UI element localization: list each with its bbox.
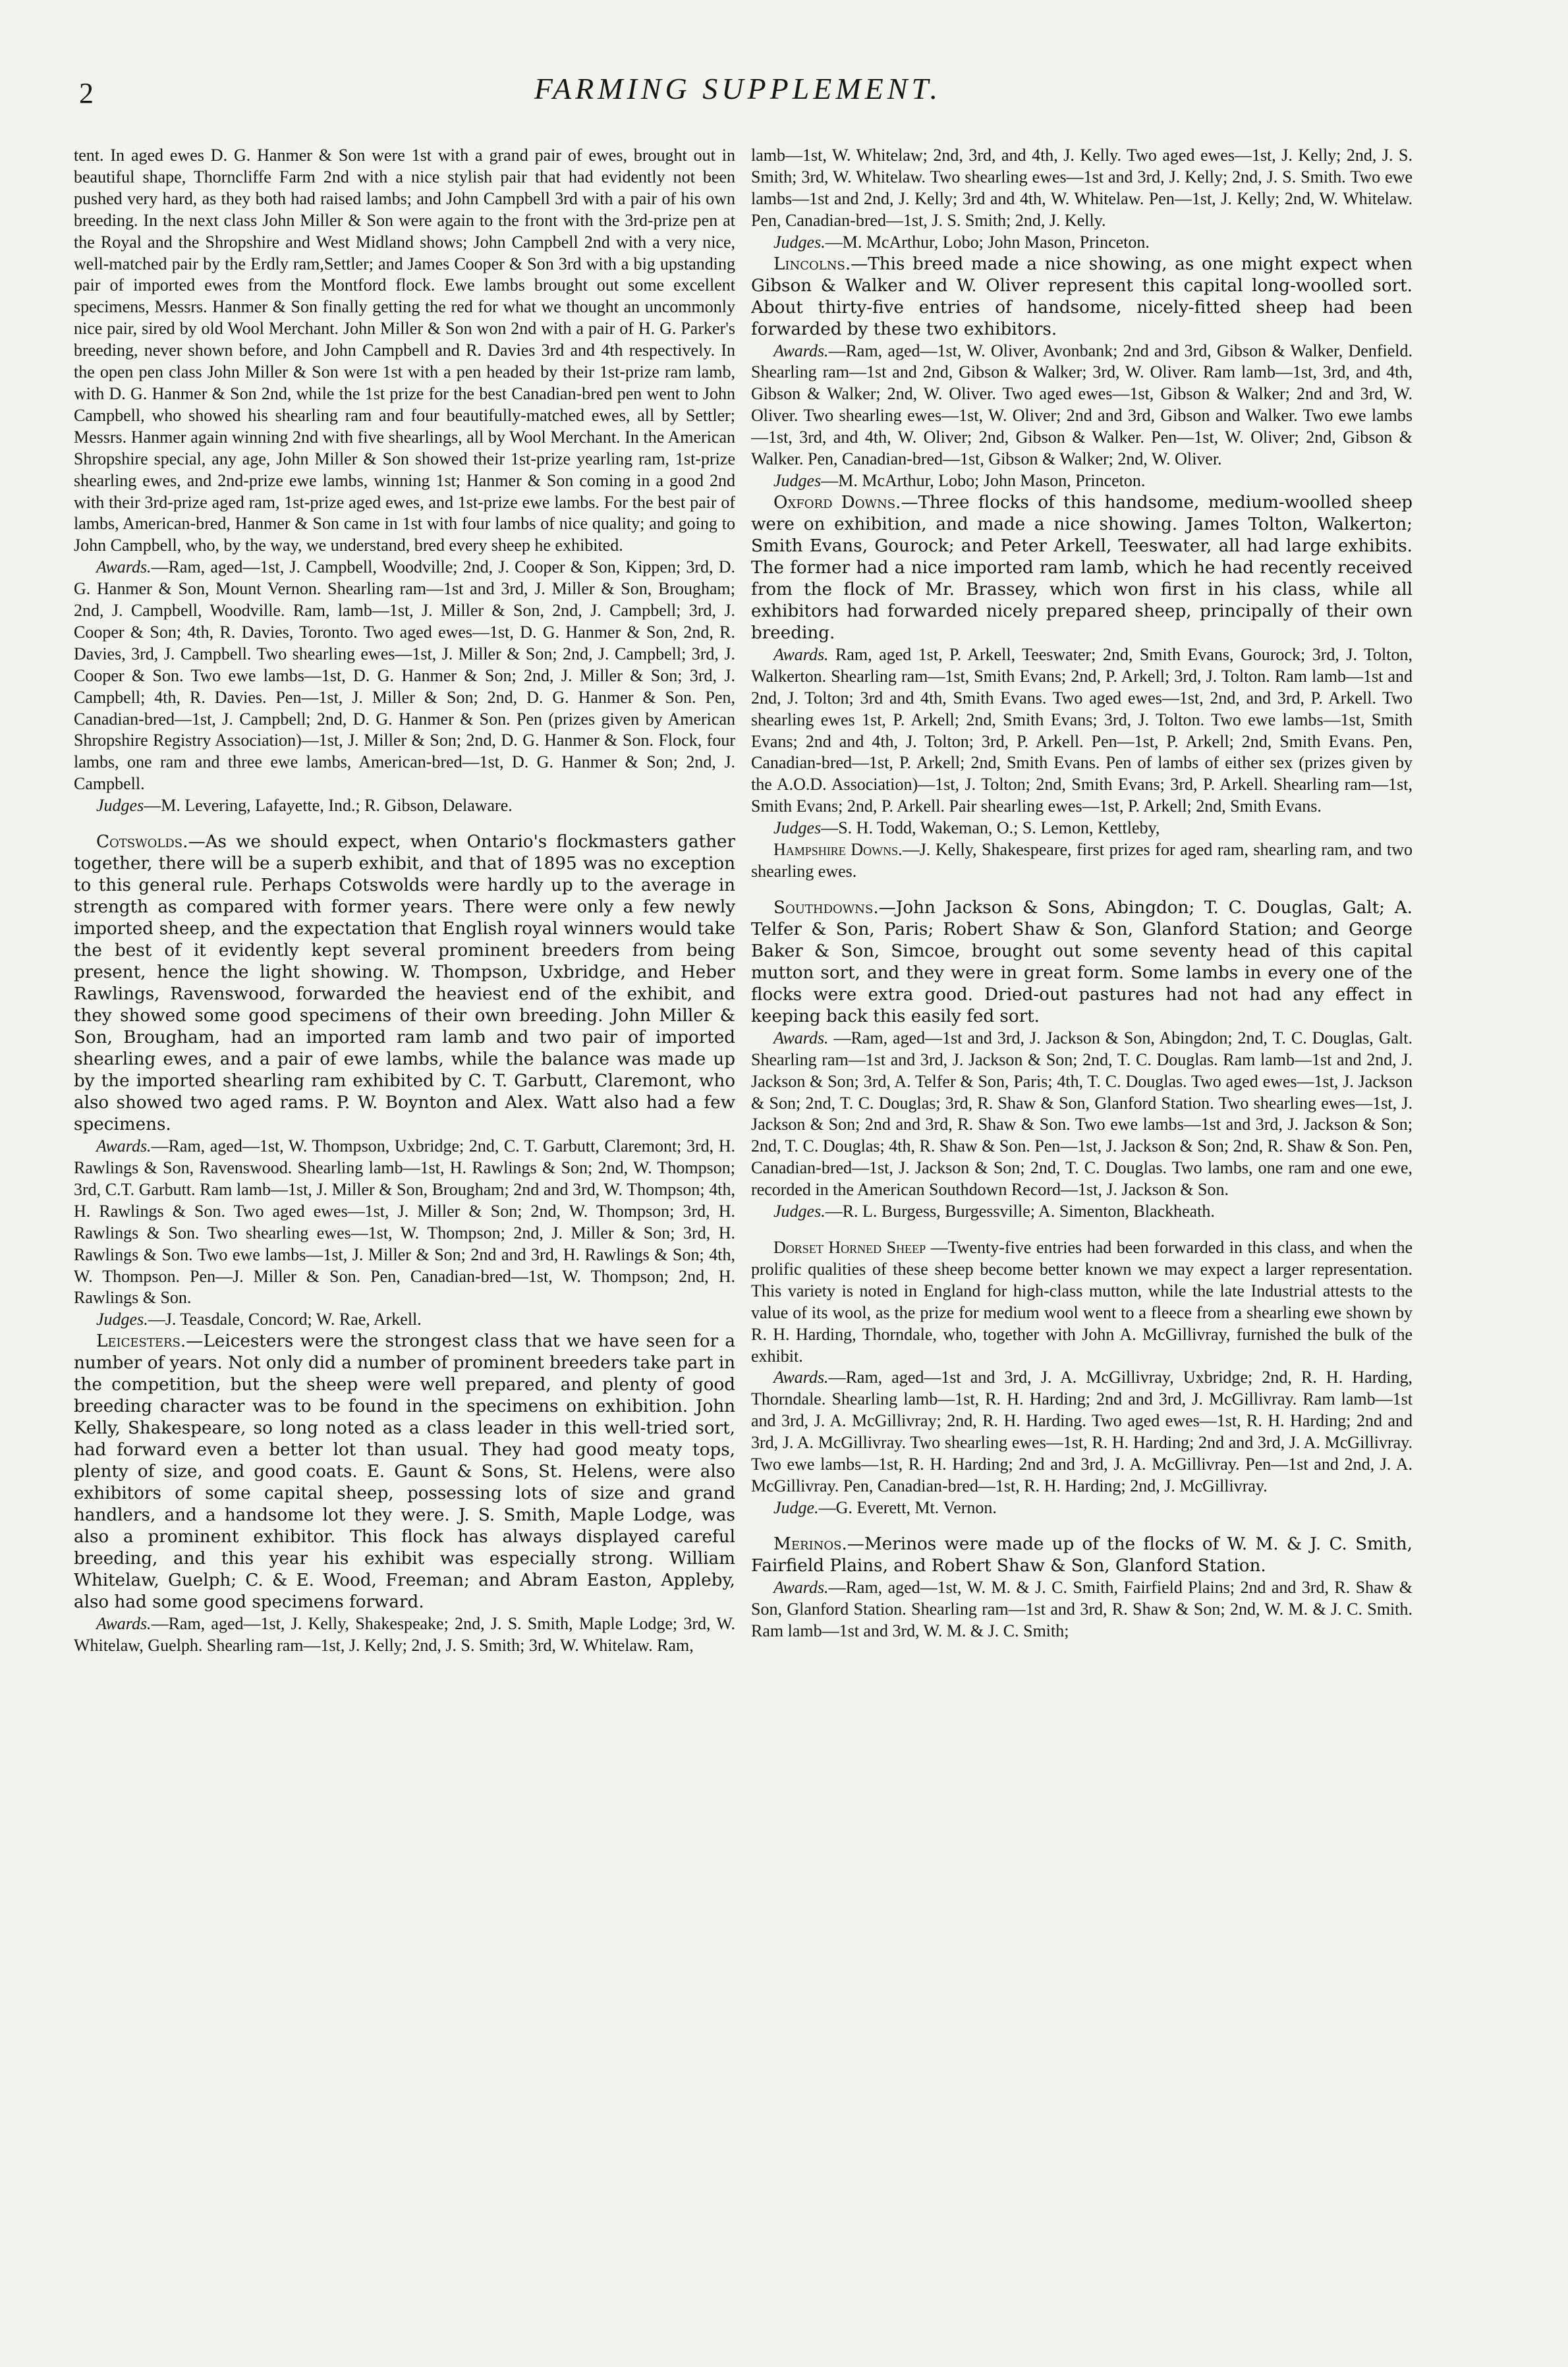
southdowns-section [751,897,1413,1028]
awards-label: Awards. [773,341,829,360]
awards-label: Awards. [773,644,829,664]
section-text: —J. Kelly, Shakespeare, first prizes for aged ram, shearling ram, and two shearling ewes. [751,840,1413,881]
section-text: —As we should expect, when Ontario's flockmasters gather together, there will be a superb exhibit, and that of 1895 was no exception to this general rule. Perhaps Cotswolds were hardly up to the average in strength as compared with former years. There were only a few newly imported sheep, and the expectation that English royal winners would take the best of it evidently kept several prominent breeders from being present, hence the light showing. W. Thompson, Uxbridge, and Heber Rawlings, Ravenswood, forwarded the heaviest end of the exhibit, and they showed some good specimens of their own breeding. John Miller & Son, Brougham, had an imported ram lamb and two pair of imported shearling ewes, and a pair of ewe lambs, while the balance was made up by the imported shearling ram exhibited by C. T. Garbutt, Claremont, who also showed two aged rams. P. W. Boynton and Alex. Watt also had a few specimens. [74,832,735,1135]
awards-label: Awards. [96,1136,152,1156]
oxford-downs-awards [751,644,1413,818]
hampshire-downs-section [751,839,1413,883]
dorset-horned-judge [751,1497,1413,1519]
judges-text: —M. McArthur, Lobo; John Mason, Princeton. [821,470,1146,490]
awards-text: Ram, aged 1st, P. Arkell, Teeswater; 2nd, Smith Evans, Gourock; 3rd, J. Tolton, Walkerton. Shearling ram—1st, Smith Evans; 2nd, P. Arkell; 3rd, J. Tolton. Ram lamb—1st and 2nd, J. Tolton; 3rd and 4th, Smith Evans. Two aged ewes—1st, 2nd, and 3rd, P. Arkell. Two shearling ewes 1st, P. Arkell; 2nd, Smith Evans; 3rd, J. Tolton. Two ewe lambs—1st, Smith Evans; 2nd and 4th, J. Tolton; 3rd, P. Arkell. Pen—1st, P. Arkell; 2nd, Smith Evans. Pen, Canadian-bred—1st, P. Arkell; 2nd, Smith Evans. Pen of lambs of either sex (prizes given by the A.O.D. Association)—1st, J. Tolton; 2nd, Smith Evans; 3rd, P. Arkell. Shearling ram—1st, Smith Evans; 2nd, P. Arkell. Pair shearling ewes—1st, P. Arkell; 2nd, Smith Evans. [751,644,1413,816]
awards-label: Awards. [96,557,152,577]
merinos-section [751,1534,1413,1577]
awards-text: —Ram, aged—1st, W. M. & J. C. Smith, Fairfield Plains; 2nd and 3rd, R. Shaw & Son, Glanford Station. Shearling ram—1st and 3rd, R. Shaw & Son; 2nd, W. M. & J. C. Smith. Ram lamb—1st and 3rd, W. M. & J. C. Smith; [751,1577,1413,1640]
section-text: —Leicesters were the strongest class that we have seen for a number of years. Not only did a number of prominent breeders take part in the competition, but the sheep were well prepared, and plenty of good breeding character was to be found in the specimens on exhibition. John Kelly, Shakespeare, so long noted as a class leader in this well-tried sort, had forward even a better lot than usual. They had good meaty tops, plenty of size, and good coats. E. Gaunt & Sons, St. Helens, were also exhibitors of some capital sheep, possessing lots of size and grand handlers, and a handsome lot they were. J. S. Smith, Maple Lodge, was also a prominent exhibitor. This flock has always displayed careful breeding, and this year his exhibit was especially strong. William Whitelaw, Guelph; C. & E. Wood, Freeman; and Abram Easton, Appleby, also had some good specimens forward. [74,1331,735,1613]
southdowns-awards [751,1028,1413,1201]
shropshire-continued-paragraph [74,145,735,557]
page-number: 2 [79,77,94,109]
paragraph-text: lamb—1st, W. Whitelaw; 2nd, 3rd, and 4th, J. Kelly. Two aged ewes—1st, J. Kelly; 2nd, J. S. Smith; 3rd, W. Whitelaw. Two shearling ewes—1st and 3rd, J. Kelly; 2nd, J. S. Smith. Two ewe lambs—1st and 2nd, J. Kelly; 3rd and 4th, W. Whitelaw. Pen—1st, J. Kelly; 2nd, W. Whitelaw. Pen, Canadian-bred—1st, J. S. Smith; 2nd, J. Kelly. [751,146,1413,230]
shropshire-awards [74,557,735,795]
shropshire-judges [74,795,735,817]
judges-text: —R. L. Burgess, Burgessville; A. Simenton, Blackheath. [825,1202,1215,1221]
section-heading: Dorset Horned Sheep [773,1238,926,1257]
judges-label: Judges. [773,1202,826,1221]
section-text: —Three flocks of this handsome, medium-woolled sheep were on exhibition, and made a nice showing. James Tolton, Walkerton; Smith Evans, Gourock; and Peter Arkell, Teeswater, all had large exhibits. The former had a nice imported ram lamb, which he had recently received from the flock of Mr. Brassey, which won first in his class, while all exhibitors had forwarded nicely prepared sheep, principally of their own breeding. [751,492,1413,643]
southdowns-judges [751,1201,1413,1223]
judges-text: —M. Levering, Lafayette, Ind.; R. Gibson, Delaware. [144,796,513,816]
awards-label: Awards. [96,1614,152,1634]
lincolns-judges [751,470,1413,492]
cotswolds-section [74,831,735,1136]
section-text: —Twenty-five entries had been forwarded in this class, and when the prolific qualities of these sheep become better known we may expect a larger representation. This variety is noted in England for high-class mutton, while the late Industrial attests to the value of its wool, as the prize for medium wool went to a fleece from a shearling ewe shown by R. H. Harding, Thorndale, who, together with John A. McGillivray, furnished the bulk of the exhibit. [751,1238,1413,1366]
judges-text: —S. H. Todd, Wakeman, O.; S. Lemon, Kettleby, [821,818,1160,838]
judges-label: Judges [773,818,822,838]
judges-label: Judges. [773,232,826,252]
section-text: —This breed made a nice showing, as one might expect when Gibson & Walker and W. Oliver represent this capital long-woolled sort. About thirty-five entries of handsome, nicely-fitted sheep had been forwarded by these two exhibitors. [751,254,1413,339]
cotswolds-awards [74,1136,735,1309]
awards-label: Awards. [773,1028,829,1047]
awards-text: —Ram, aged—1st, J. Campbell, Woodville; 2nd, J. Cooper & Son, Kippen; 3rd, D. G. Hanmer & Son, Mount Vernon. Shearling ram—1st and 3rd, J. Miller & Son, Brougham; 2nd, J. Campbell, Woodville. Ram, lamb—1st, J. Miller & Son, 2nd, J. Campbell; 3rd, J. Cooper & Son; 4th, R. Davies, Toronto. Two aged ewes—1st, D. G. Hanmer & Son, 2nd, R. Davies, 3rd, J. Campbell. Two shearling ewes—1st, J. Miller & Son; 2nd, J. Campbell; 3rd, J. Cooper & Son. Two ewe lambs—1st, D. G. Hanmer & Son; 2nd, J. Miller & Son; 3rd, J. Campbell; 4th, R. Davies. Pen—1st, J. Miller & Son; 2nd, D. G. Hanmer & Son. Pen, Canadian-bred—1st, J. Campbell; 2nd, D. G. Hanmer & Son. Pen (prizes given by American Shropshire Registry Association)—1st, J. Miller & Son; 2nd, D. G. Hanmer & Son. Flock, four lambs, one ram and three ewe lambs, American-bred—1st, D. G. Hanmer & Son; 2nd, J. Campbell. [74,557,735,794]
judges-text: —M. McArthur, Lobo; John Mason, Princeton. [825,232,1150,252]
cotswolds-judges [74,1309,735,1331]
lincolns-awards [751,341,1413,470]
judges-label: Judge. [773,1497,819,1517]
judges-text: —G. Everett, Mt. Vernon. [818,1497,997,1517]
awards-text: —Ram, aged—1st and 3rd, J. A. McGillivray, Uxbridge; 2nd, R. H. Harding, Thorndale. Shearling lamb—1st, R. H. Harding; 2nd and 3rd, J. McGillivray. Ram lamb—1st and 3rd, J. A. McGillivray; 2nd, R. H. Harding. Two aged ewes—1st, R. H. Harding; 2nd and 3rd, J. A. McGillivray. Two shearling ewes—1st, R. H. Harding; 2nd and 3rd, J. A. McGillivray. Two ewe lambs—1st, R. H. Harding; 2nd and 3rd, J. A. McGillivray. Pen—1st and 2nd, J. A. McGillivray. Pen, Canadian-bred—1st, R. H. Harding; 2nd, J. McGillivray. [751,1368,1413,1495]
section-heading: Southdowns. [773,897,879,918]
section-text: —Merinos were made up of the flocks of W. M. & J. C. Smith, Fairfield Plains, and Robert Shaw & Son, Glanford Station. [751,1534,1413,1576]
awards-text: —Ram, aged—1st, J. Kelly, Shakespeake; 2nd, J. S. Smith, Maple Lodge; 3rd, W. Whitelaw, Guelph. Shearling ram—1st, J. Kelly; 2nd, J. S. Smith; 3rd, W. Whitelaw. Ram, [74,1614,735,1656]
awards-text: —Ram, aged—1st and 3rd, J. Jackson & Son, Abingdon; 2nd, T. C. Douglas, Galt. Shearling ram—1st and 3rd, J. Jackson & Son; 2nd, T. C. Douglas. Ram lamb—1st and 2nd, J. Jackson & Son; 3rd, A. Telfer & Son, Paris; 4th, T. C. Douglas. Two aged ewes—1st, J. Jackson & Son; 2nd, T. C. Douglas; 3rd, R. Shaw & Son, Glanford Station. Two shearling ewes—1st, J. Jackson & Son; 2nd and 3rd, R. Shaw & Son. Two ewe lambs—1st and 3rd, J. Jackson & Son; 2nd, T. C. Douglas; 4th, R. Shaw & Son. Pen—1st, J. Jackson & Son; 2nd, R. Shaw & Son. Pen, Canadian-bred—1st, J. Jackson & Son; 2nd, T. C. Douglas. Two lambs, one ram and one ewe, recorded in the American Southdown Record—1st, J. Jackson & Son. [751,1028,1413,1200]
section-heading: Merinos. [773,1534,847,1554]
judges-text: —J. Teasdale, Concord; W. Rae, Arkell. [148,1310,422,1329]
judges-label: Judges. [96,1310,148,1329]
oxford-downs-section [751,492,1413,644]
paragraph-text: tent. In aged ewes D. G. Hanmer & Son were 1st with a grand pair of ewes, brought out in beautiful shape, Thorncliffe Farm 2nd with a nice stylish pair that had evidently not been pushed very hard, as they both had raised lambs; and John Campbell 3rd with a pair of his own breeding. In the next class John Miller & Son were again to the front with the 3rd-prize pen at the Royal and the Shropshire and West Midland shows; John Campbell 2nd with a very nice, well-matched pair by the Erdly ram,Settler; and James Cooper & Son 3rd with a big upstanding pair of imported ewes from the Montford flock. Ewe lambs brought out some excellent specimens, Messrs. Hanmer & Son finally getting the red for what we thought an uncommonly nice pair, sired by old Wool Merchant. John Miller & Son won 2nd with a pair of H. G. Parker's breeding, never shown before, and John Campbell and R. Davies 3rd and 4th respectively. In the open pen class John Miller & Son were 1st with a pen headed by their 1st-prize ram lamb, with D. G. Hanmer & Son 2nd, while the 1st prize for the best Canadian-bred pen went to John Campbell, who showed his shearling ram and four beautifully-matched ewes, all by Settler; Messrs. Hanmer again winning 2nd with five shearlings, all by Wool Merchant. In the American Shropshire special, any age, John Miller & Son showed their 1st-prize yearling ram, 1st-prize shearling ewes, and 2nd-prize ewe lambs, winning 1st; Hanmer & Son coming in a good 2nd with their 3rd-prize aged ram, 1st-prize aged ewes, and 1st-prize ewe lambs. For the best pair of lambs, American-bred, Hanmer & Son came in 1st with four lambs of nice quality; and going to John Campbell, who, by the way, we understand, bred every sheep he exhibited. [74,146,735,555]
dorset-horned-section [751,1237,1413,1367]
lincolns-section [751,254,1413,341]
right-column [751,145,1413,2339]
leicesters-judges [751,232,1413,254]
leicesters-awards-continued [751,145,1413,232]
section-heading: Lincolns. [773,254,851,274]
running-title: FARMING SUPPLEMENT. [534,72,942,105]
section-heading: Leicesters. [96,1331,186,1352]
left-column [74,145,735,2339]
leicesters-awards [74,1613,735,1657]
awards-text: —Ram, aged—1st, W. Thompson, Uxbridge; 2nd, C. T. Garbutt, Claremont; 3rd, H. Rawlings & Son, Ravenswood. Shearling lamb—1st, H. Rawlings & Son; 2nd, W. Thompson; 3rd, C.T. Garbutt. Ram lamb—1st, J. Miller & Son, Brougham; 2nd and 3rd, W. Thompson; 4th, H. Rawlings & Son. Two aged ewes—1st, J. Miller & Son; 2nd, W. Thompson; 3rd, H. Rawlings & Son. Two shearling ewes—1st, W. Thompson; 2nd, J. Miller & Son; 3rd, H. Rawlings & Son. Two ewe lambs—1st, J. Miller & Son; 2nd and 3rd, H. Rawlings & Son; 4th, W. Thompson. Pen—J. Miller & Son. Pen, Canadian-bred—1st, W. Thompson; 2nd, H. Rawlings & Son. [74,1136,735,1308]
section-heading: Hampshire Downs. [773,840,903,860]
awards-text: —Ram, aged—1st, W. Oliver, Avonbank; 2nd and 3rd, Gibson & Walker, Denfield. Shearling ram—1st and 2nd, Gibson & Walker; 3rd, W. Oliver. Ram lamb—1st, 3rd, and 4th, Gibson & Walker; 2nd, W. Oliver. Two aged ewes—1st, Gibson & Walker; 2nd and 3rd, W. Oliver. Two shearling ewes—1st, W. Oliver; 2nd and 3rd, Gibson and Walker. Two ewe lambs—1st, 3rd, and 4th, W. Oliver; 2nd, Gibson & Walker. Pen—1st, W. Oliver; 2nd, Gibson & Walker. Pen, Canadian-bred—1st, Gibson & Walker; 2nd, W. Oliver. [751,341,1413,469]
section-heading: Oxford Downs. [773,492,901,513]
awards-label: Awards. [773,1577,829,1597]
oxford-downs-judges [751,818,1413,839]
section-text: —John Jackson & Sons, Abingdon; T. C. Douglas, Galt; A. Telfer & Son, Paris; Robert Shaw & Son, Glanford Station; and George Baker & Son, Simcoe, brought out some seventy head of this capital mutton sort, and they were in great form. Some lambs in every one of the flocks were extra good. Dried-out pastures had not had any effect in keeping back this easily fed sort. [751,897,1413,1026]
awards-label: Awards. [773,1368,829,1387]
judges-label: Judges [96,796,144,816]
dorset-horned-awards [751,1367,1413,1497]
page-header [79,71,1397,119]
judges-label: Judges [773,470,822,490]
leicesters-section [74,1331,735,1613]
merinos-awards [751,1577,1413,1642]
section-heading: Cotswolds. [96,832,188,852]
